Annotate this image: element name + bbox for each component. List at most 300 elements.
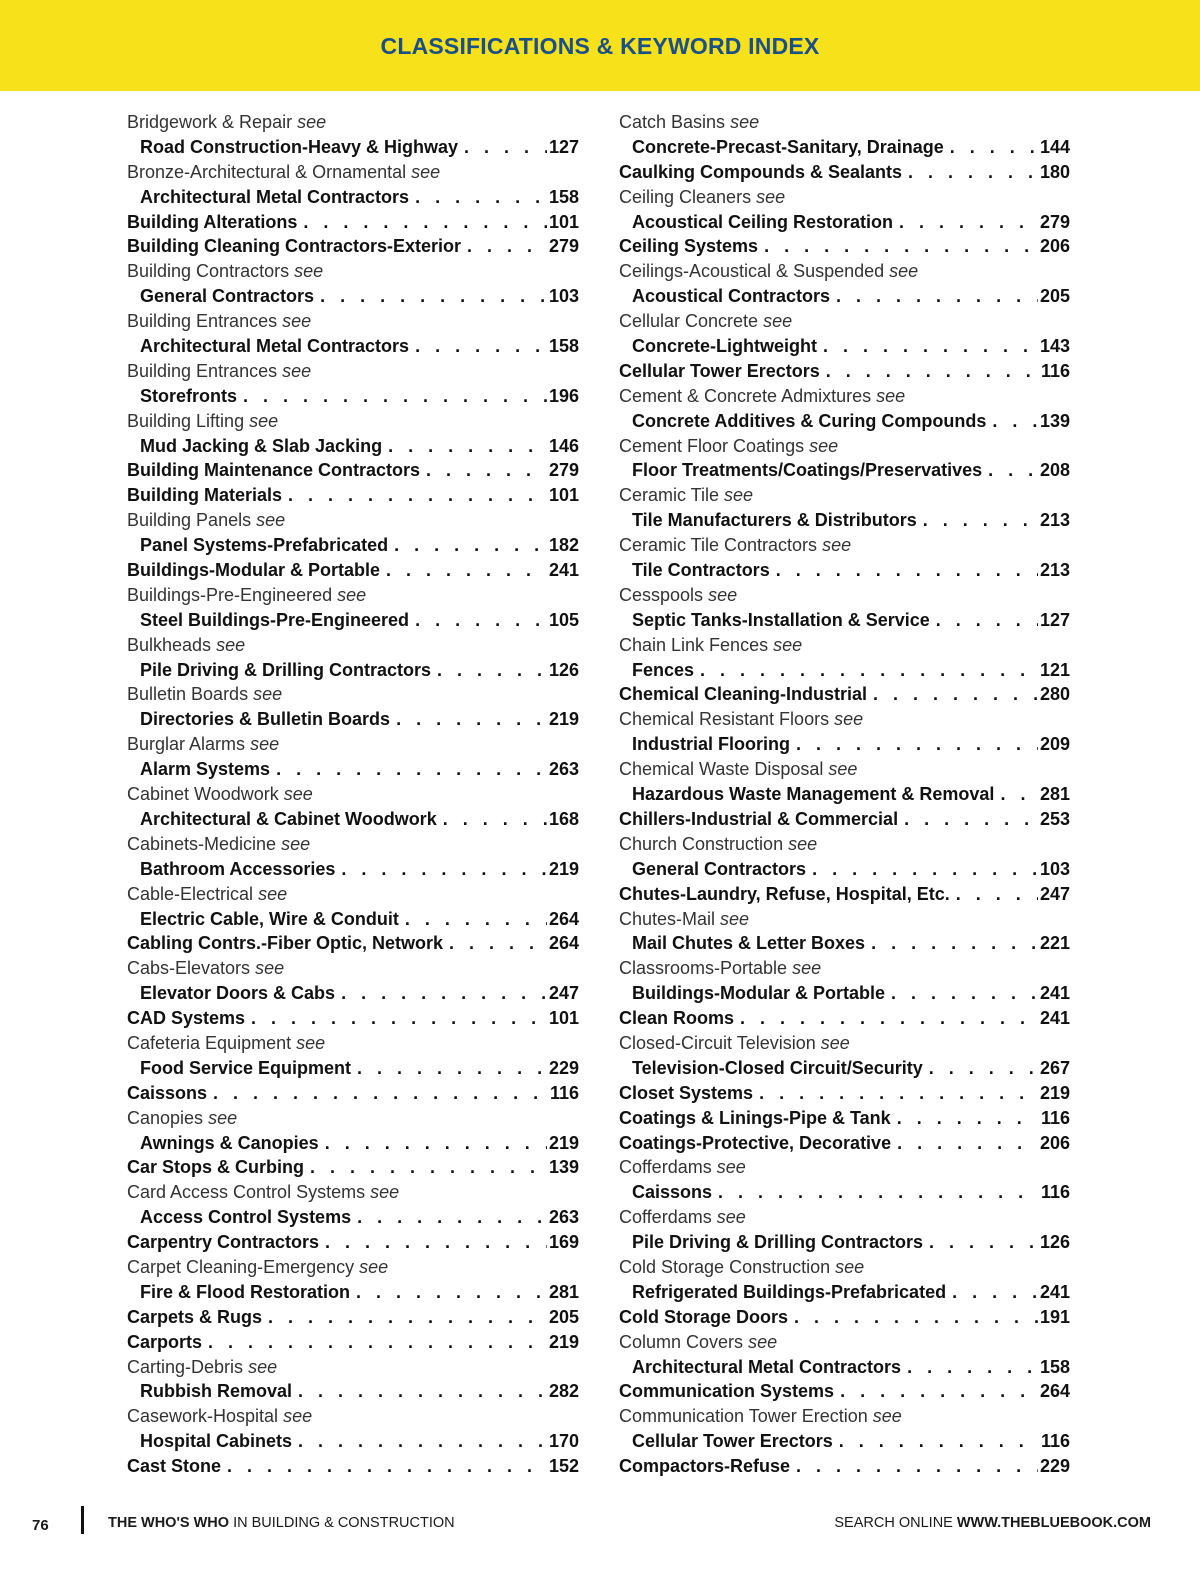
leader-dots [405,907,547,932]
page-reference: 126 [1039,1232,1070,1253]
classification-entry[interactable] [127,807,579,832]
leader-dots [904,807,1038,832]
classification-name: Closet Systems [619,1082,754,1103]
leader-dots [891,981,1038,1006]
page-reference: 126 [548,659,579,680]
page-reference: 127 [548,136,579,157]
see-reference [127,508,579,533]
leader-dots [449,931,547,956]
classification-name: Panel Systems-Prefabricated [140,535,389,556]
classification-entry[interactable] [619,1379,1070,1404]
classification-entry[interactable] [127,334,579,359]
see-reference [619,1255,1070,1280]
classification-name: Buildings-Modular & Portable [127,560,381,581]
classification-entry[interactable] [619,981,1070,1006]
see-label: see [716,1157,746,1178]
classification-name: Carpentry Contractors [127,1232,320,1253]
page-reference: 219 [548,1132,579,1153]
leader-dots [388,434,547,459]
classification-entry[interactable] [619,409,1070,434]
page-reference: 170 [548,1431,579,1452]
classification-entry[interactable] [619,210,1070,235]
reference-term: Cabs-Elevators [127,958,251,979]
see-label: see [370,1182,400,1203]
page-reference: 116 [1040,1182,1070,1203]
page-title: CLASSIFICATIONS & KEYWORD INDEX [380,33,820,59]
classification-name: Carpets & Rugs [127,1306,263,1327]
see-reference [127,1404,579,1429]
classification-entry[interactable] [619,558,1070,583]
page-reference: 247 [548,983,579,1004]
classification-entry[interactable] [127,907,579,932]
see-reference [127,832,579,857]
reference-term: Church Construction [619,833,784,854]
classification-entry[interactable] [619,334,1070,359]
classification-name: Tile Contractors [632,560,770,581]
see-label: see [889,261,919,282]
see-reference [127,782,579,807]
leader-dots [836,284,1038,309]
see-reference [127,882,579,907]
classification-entry[interactable] [127,1280,579,1305]
reference-term: Burglar Alarms [127,734,246,755]
classification-entry[interactable] [619,508,1070,533]
classification-name: Building Alterations [127,211,298,232]
see-label: see [282,311,312,332]
leader-dots [700,658,1038,683]
page-reference: 101 [548,485,579,506]
classification-entry[interactable] [127,931,579,956]
page-reference: 241 [1039,1008,1070,1029]
see-reference [619,1330,1070,1355]
classification-entry[interactable] [127,434,579,459]
classification-entry[interactable] [619,1081,1070,1106]
classification-name: Electric Cable, Wire & Conduit [140,908,399,929]
page-reference: 206 [1039,1132,1070,1153]
classification-entry[interactable] [619,359,1070,384]
classification-name: Concrete-Lightweight [632,336,817,357]
reference-term: Cabinet Woodwork [127,784,279,805]
leader-dots [839,1429,1038,1454]
classification-name: Industrial Flooring [632,734,790,755]
page-reference: 280 [1039,684,1070,705]
classification-entry[interactable] [127,1305,579,1330]
classification-entry[interactable] [127,533,579,558]
classification-entry[interactable] [619,1230,1070,1255]
classification-entry[interactable] [127,384,579,409]
reference-term: Building Contractors [127,261,290,282]
classification-entry[interactable] [127,857,579,882]
page-reference: 279 [1039,211,1070,232]
reference-term: Closed-Circuit Television [619,1032,816,1053]
page-reference: 264 [548,908,579,929]
page-reference: 229 [548,1057,579,1078]
leader-dots [386,558,547,583]
classification-entry[interactable] [619,1305,1070,1330]
page-reference: 208 [1039,460,1070,481]
classification-name: Cellular Tower Erectors [632,1431,833,1452]
see-reference [127,259,579,284]
classification-entry[interactable] [619,1454,1070,1479]
page-reference: 146 [548,435,579,456]
see-reference [619,434,1070,459]
search-label: SEARCH ONLINE [834,1515,953,1531]
see-label: see [708,584,738,605]
classification-name: Tile Manufacturers & Distributors [632,510,917,531]
leader-dots [276,757,547,782]
leader-dots [897,1131,1038,1156]
page-footer [0,1505,1200,1539]
classification-entry[interactable] [127,1155,579,1180]
reference-term: Building Entrances [127,311,278,332]
leader-dots [243,384,547,409]
leader-dots [899,210,1038,235]
leader-dots [443,807,547,832]
page-reference: 116 [1040,1107,1070,1128]
classification-entry[interactable] [127,707,579,732]
reference-term: Communication Tower Erection [619,1406,868,1427]
see-label: see [411,161,441,182]
page-reference: 116 [549,1082,579,1103]
classification-name: Chemical Cleaning-Industrial [619,684,868,705]
see-reference [619,1031,1070,1056]
classification-name: Cast Stone [127,1456,222,1477]
classification-name: Building Maintenance Contractors [127,460,421,481]
leader-dots [776,558,1038,583]
reference-term: Ceilings-Acoustical & Suspended [619,261,885,282]
see-label: see [283,1406,313,1427]
leader-dots [227,1454,547,1479]
classification-entry[interactable] [127,608,579,633]
page-reference: 182 [548,535,579,556]
classification-name: Mail Chutes & Letter Boxes [632,933,866,954]
page-reference: 264 [548,933,579,954]
classification-name: Acoustical Contractors [632,286,831,307]
reference-term: Chutes-Mail [619,908,716,929]
reference-term: Bridgework & Repair [127,112,293,132]
leader-dots [208,1330,547,1355]
reference-term: Classrooms-Portable [619,958,788,979]
page-reference: 206 [1039,236,1070,257]
classification-name: Hospital Cabinets [140,1431,293,1452]
classification-name: Ceiling Systems [619,236,759,257]
leader-dots [988,458,1038,483]
classification-name: Fences [632,659,695,680]
classification-entry[interactable] [619,160,1070,185]
reference-term: Cabinets-Medicine [127,833,277,854]
classification-name: Carports [127,1331,203,1352]
footer-divider [81,1506,84,1534]
see-reference [619,583,1070,608]
classification-entry[interactable] [127,1131,579,1156]
see-reference [619,1155,1070,1180]
page-reference: 263 [548,1207,579,1228]
page-reference: 101 [548,1008,579,1029]
reference-term: Carpet Cleaning-Emergency [127,1256,355,1277]
reference-term: Bronze-Architectural & Ornamental [127,161,407,182]
leader-dots [812,857,1038,882]
see-reference [127,1355,579,1380]
leader-dots [764,234,1038,259]
leader-dots [956,882,1038,907]
see-label: see [720,908,750,929]
see-reference [619,633,1070,658]
classification-entry[interactable] [127,234,579,259]
classification-name: Access Control Systems [140,1207,352,1228]
classification-entry[interactable] [127,1205,579,1230]
classification-name: Communication Systems [619,1381,835,1402]
classification-entry[interactable] [127,1330,579,1355]
classification-entry[interactable] [619,682,1070,707]
classification-entry[interactable] [127,1429,579,1454]
see-label: see [294,261,324,282]
leader-dots [908,160,1038,185]
leader-dots [415,185,547,210]
leader-dots [923,508,1038,533]
see-label: see [773,634,803,655]
reference-term: Building Lifting [127,410,245,431]
reference-term: Cofferdams [619,1207,712,1228]
classification-entry[interactable] [619,857,1070,882]
classification-entry[interactable] [127,1230,579,1255]
leader-dots [268,1305,547,1330]
classification-entry[interactable] [619,135,1070,160]
see-label: see [249,410,279,431]
classification-entry[interactable] [619,1355,1070,1380]
classification-entry[interactable] [127,185,579,210]
see-reference [127,1031,579,1056]
page-reference: 241 [1039,983,1070,1004]
classification-name: Fire & Flood Restoration [140,1281,351,1302]
classification-entry[interactable] [127,1006,579,1031]
reference-term: Casework-Hospital [127,1406,279,1427]
classification-name: Concrete Additives & Curing Compounds [632,410,987,431]
classification-name: Caissons [632,1182,713,1203]
see-reference [619,533,1070,558]
page-reference: 169 [548,1232,579,1253]
see-label: see [828,759,858,780]
see-label: see [876,385,906,406]
classification-name: Rubbish Removal [140,1381,293,1402]
see-reference [619,832,1070,857]
classification-entry[interactable] [619,458,1070,483]
classification-name: Caissons [127,1082,208,1103]
see-reference [127,1106,579,1131]
see-label: see [250,734,280,755]
leader-dots [320,284,547,309]
classification-entry[interactable] [127,558,579,583]
classification-name: Coatings-Protective, Decorative [619,1132,892,1153]
see-label: see [809,435,839,456]
page-reference: 241 [1039,1281,1070,1302]
see-reference [619,259,1070,284]
classification-entry[interactable] [127,1056,579,1081]
classification-name: Hazardous Waste Management & Removal [632,784,995,805]
see-reference [127,1255,579,1280]
see-label: see [716,1207,746,1228]
classification-entry[interactable] [127,284,579,309]
classification-entry[interactable] [619,284,1070,309]
page-reference: 180 [1039,161,1070,182]
classification-name: General Contractors [140,286,315,307]
leader-dots [303,210,547,235]
leader-dots [873,682,1038,707]
leader-dots [394,533,547,558]
classification-entry[interactable] [127,1379,579,1404]
leader-dots [929,1056,1038,1081]
see-label: see [282,360,312,381]
classification-entry[interactable] [619,882,1070,907]
page-reference: 139 [1039,410,1070,431]
classification-entry[interactable] [619,1131,1070,1156]
classification-entry[interactable] [619,1180,1070,1205]
classification-entry[interactable] [619,1056,1070,1081]
page-reference: 219 [548,858,579,879]
reference-term: Cofferdams [619,1157,712,1178]
page-reference: 219 [548,1331,579,1352]
classification-entry[interactable] [127,458,579,483]
classification-name: Food Service Equipment [140,1057,352,1078]
see-label: see [820,1032,850,1053]
page-reference: 191 [1039,1306,1070,1327]
see-label: see [835,1256,865,1277]
classification-name: Architectural & Cabinet Woodwork [140,808,437,829]
classification-name: Car Stops & Curbing [127,1157,305,1178]
classification-name: Awnings & Canopies [140,1132,319,1153]
page-reference: 241 [548,560,579,581]
page-reference: 263 [548,759,579,780]
leader-dots [840,1379,1038,1404]
leader-dots [823,334,1038,359]
page-reference: 213 [1039,510,1070,531]
classification-name: Building Materials [127,485,283,506]
classification-entry[interactable] [619,1006,1070,1031]
classification-entry[interactable] [127,1081,579,1106]
classification-entry[interactable] [619,1280,1070,1305]
page-reference: 116 [1040,1431,1070,1452]
leader-dots [796,732,1038,757]
reference-term: Bulletin Boards [127,684,249,705]
leader-dots [467,234,547,259]
reference-term: Card Access Control Systems [127,1182,366,1203]
reference-term: Ceiling Cleaners [619,186,752,207]
reference-term: Buildings-Pre-Engineered [127,584,333,605]
classification-entry[interactable] [127,483,579,508]
website-link[interactable]: WWW.THEBLUEBOOK.COM [956,1515,1151,1531]
classification-entry[interactable] [127,981,579,1006]
page-reference: 103 [1039,858,1070,879]
classification-name: Coatings & Linings-Pipe & Tank [619,1107,891,1128]
page-reference: 281 [548,1281,579,1302]
leader-dots [213,1081,547,1106]
see-reference [127,1180,579,1205]
search-online [834,1515,1151,1531]
leader-dots [426,458,547,483]
page-reference: 219 [1039,1082,1070,1103]
classification-entry[interactable] [127,135,579,160]
classification-name: Pile Driving & Drilling Contractors [632,1232,924,1253]
see-reference [619,384,1070,409]
classification-name: Refrigerated Buildings-Prefabricated [632,1281,947,1302]
see-label: see [756,186,786,207]
classification-name: Building Cleaning Contractors-Exterior [127,236,462,257]
classification-name: Cold Storage Doors [619,1306,789,1327]
see-label: see [337,584,367,605]
see-reference [127,359,579,384]
classification-name: Storefronts [140,385,238,406]
reference-term: Catch Basins [619,112,726,132]
see-label: see [748,1331,778,1352]
see-reference [127,110,579,135]
reference-term: Cellular Concrete [619,311,759,332]
classification-entry[interactable] [127,757,579,782]
classification-name: Caulking Compounds & Sealants [619,161,903,182]
see-reference [619,1404,1070,1429]
index-column-right [619,110,1070,1479]
classification-name: Floor Treatments/Coatings/Preservatives [632,460,983,481]
page-reference: 219 [548,709,579,730]
page-reference: 158 [548,336,579,357]
publication-title-rest: IN BUILDING & CONSTRUCTION [233,1515,455,1531]
leader-dots [415,608,547,633]
classification-entry[interactable] [619,732,1070,757]
page-reference: 282 [548,1381,579,1402]
see-label: see [255,958,285,979]
see-label: see [724,485,754,506]
classification-entry[interactable] [619,658,1070,683]
leader-dots [950,135,1038,160]
classification-name: Septic Tanks-Installation & Service [632,609,930,630]
classification-entry[interactable] [127,210,579,235]
see-label: see [359,1256,389,1277]
classification-entry[interactable] [619,1429,1070,1454]
classification-entry[interactable] [619,931,1070,956]
leader-dots [897,1106,1038,1131]
classification-name: Mud Jacking & Slab Jacking [140,435,383,456]
classification-name: Buildings-Modular & Portable [632,983,886,1004]
reference-term: Column Covers [619,1331,744,1352]
classification-entry[interactable] [127,1454,579,1479]
page-reference: 105 [548,609,579,630]
leader-dots [357,1056,547,1081]
see-label: see [296,1032,326,1053]
see-label: see [208,1107,238,1128]
classification-entry[interactable] [619,1106,1070,1131]
see-reference [619,309,1070,334]
leader-dots [437,658,547,683]
reference-term: Cesspools [619,584,704,605]
classification-name: Pile Driving & Drilling Contractors [140,659,432,680]
page-reference: 279 [548,236,579,257]
see-label: see [258,883,288,904]
classification-entry[interactable] [619,782,1070,807]
classification-name: Clean Rooms [619,1008,735,1029]
classification-name: Steel Buildings-Pre-Engineered [140,609,410,630]
classification-name: Architectural Metal Contractors [140,336,410,357]
classification-entry[interactable] [127,658,579,683]
reference-term: Chain Link Fences [619,634,769,655]
classification-entry[interactable] [619,807,1070,832]
see-reference [619,757,1070,782]
classification-entry[interactable] [619,608,1070,633]
see-label: see [283,784,313,805]
classification-entry[interactable] [619,234,1070,259]
leader-dots [288,483,547,508]
reference-term: Chemical Resistant Floors [619,709,830,730]
see-reference [619,707,1070,732]
see-reference [619,907,1070,932]
page-reference: 213 [1039,560,1070,581]
